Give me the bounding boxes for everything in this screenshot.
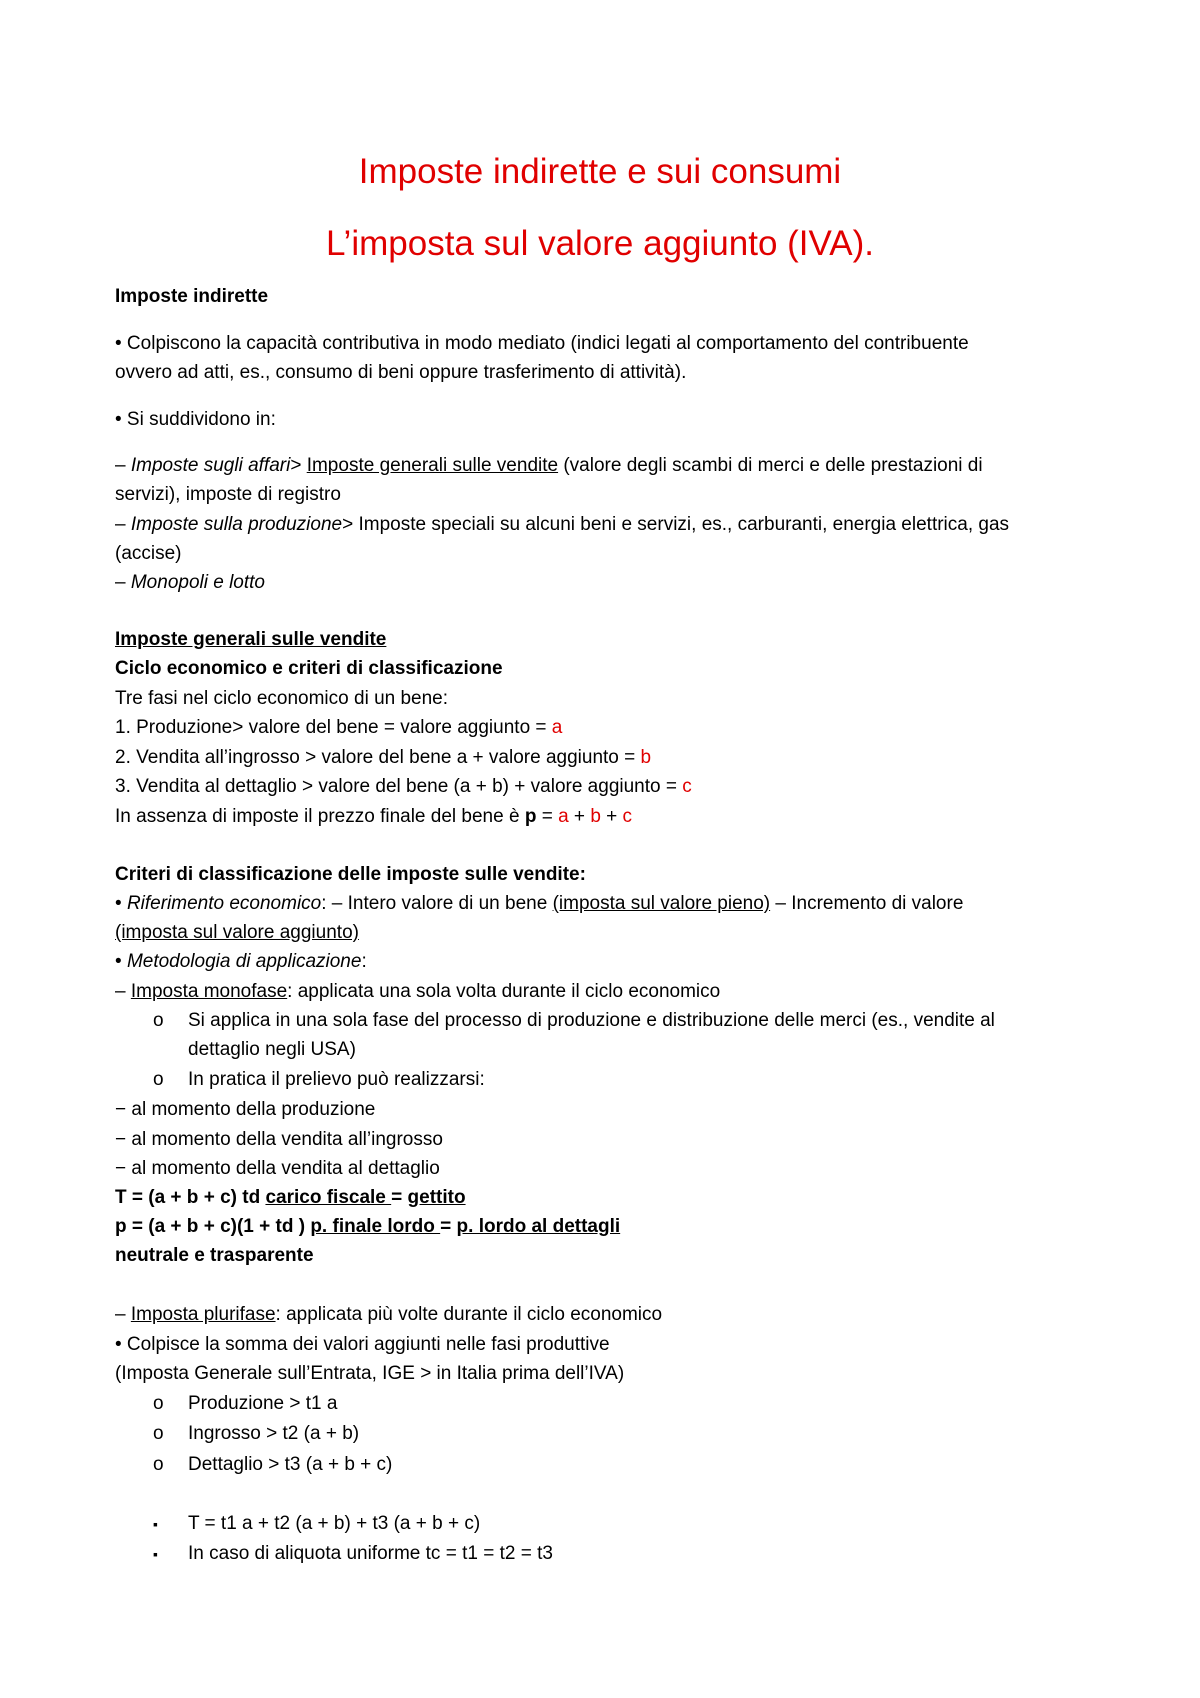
paragraph-line: neutrale e trasparente <box>115 1245 314 1266</box>
paragraph-line: (accise) <box>115 543 182 564</box>
page-title: Imposte indirette e sui consumi <box>358 152 842 191</box>
paragraph-line: servizi), imposte di registro <box>115 484 341 505</box>
list-item-fase-1: 1. Produzione> valore del bene = valore aggiunto = a <box>115 717 563 738</box>
square-bullet-marker: ▪ <box>153 1546 158 1562</box>
list-item: Produzione > t1 a <box>188 1393 338 1414</box>
paragraph-line: In assenza di imposte il prezzo finale del bene è p = a + b + c <box>115 806 633 827</box>
subheading-ciclo: Ciclo economico e criteri di classificazione <box>115 658 503 679</box>
list-item: T = t1 a + t2 (a + b) + t3 (a + b + c) <box>188 1513 481 1534</box>
list-item-fase-3: 3. Vendita al dettaglio > valore del bene (a + b) + valore aggiunto = c <box>115 776 692 797</box>
list-item: Ingrosso > t2 (a + b) <box>188 1423 360 1444</box>
list-item-monofase: – Imposta monofase: applicata una sola volta durante il ciclo economico <box>115 981 721 1002</box>
page-subtitle: L’imposta sul valore aggiunto (IVA). <box>326 224 874 263</box>
paragraph-line: ovvero ad atti, es., consumo di beni oppure trasferimento di attività). <box>115 362 687 383</box>
bullet-marker: o <box>153 1069 164 1090</box>
list-item-affari: – Imposte sugli affari> Imposte generali sulle vendite (valore degli scambi di merci e delle prestazioni di <box>115 455 983 476</box>
list-item: Dettaglio > t3 (a + b + c) <box>188 1454 393 1475</box>
list-item-monopoli: – Monopoli e lotto <box>115 572 266 593</box>
list-item-produzione: – Imposte sulla produzione> Imposte speciali su alcuni beni e servizi, es., carburanti, energia elettrica, gas <box>115 514 1010 535</box>
paragraph-line: • Colpisce la somma dei valori aggiunti nelle fasi produttive <box>115 1334 610 1355</box>
bullet-marker: o <box>153 1423 164 1444</box>
list-item-metodologia: • Metodologia di applicazione: <box>115 951 367 972</box>
list-item-riferimento: • Riferimento economico: – Intero valore di un bene (imposta sul valore pieno) – Incremento di valore <box>115 893 964 914</box>
list-item-fase-2: 2. Vendita all’ingrosso > valore del bene a + valore aggiunto = b <box>115 747 652 768</box>
list-item-continuation: dettaglio negli USA) <box>188 1039 356 1060</box>
paragraph-line: (imposta sul valore aggiunto) <box>115 922 359 943</box>
list-item: Si applica in una sola fase del processo di produzione e distribuzione delle merci (es., vendite al <box>188 1010 995 1031</box>
paragraph-line: • Si suddividono in: <box>115 409 276 430</box>
list-item-plurifase: – Imposta plurifase: applicata più volte durante il ciclo economico <box>115 1304 663 1325</box>
bullet-marker: o <box>153 1393 164 1414</box>
paragraph-line: Tre fasi nel ciclo economico di un bene: <box>115 688 449 709</box>
bullet-marker: o <box>153 1010 164 1031</box>
paragraph-line: (Imposta Generale sull’Entrata, IGE > in Italia prima dell’IVA) <box>115 1363 625 1384</box>
paragraph-line: • Colpiscono la capacità contributiva in modo mediato (indici legati al comportamento del contribuente <box>115 333 969 354</box>
square-bullet-marker: ▪ <box>153 1516 158 1532</box>
section-heading-imposte-indirette: Imposte indirette <box>115 286 269 307</box>
section-heading-vendite: Imposte generali sulle vendite <box>115 629 387 650</box>
paragraph-line: − al momento della vendita al dettaglio <box>115 1158 440 1179</box>
list-item: In pratica il prelievo può realizzarsi: <box>188 1069 485 1090</box>
paragraph-line: − al momento della vendita all’ingrosso <box>115 1129 443 1150</box>
formula-prezzo: p = (a + b + c)(1 + td ) p. finale lordo = p. lordo al dettagli <box>115 1216 621 1237</box>
paragraph-line: − al momento della produzione <box>115 1099 376 1120</box>
list-item: In caso di aliquota uniforme tc = t1 = t2 = t3 <box>188 1543 553 1564</box>
subheading-criteri: Criteri di classificazione delle imposte sulle vendite: <box>115 864 586 885</box>
bullet-marker: o <box>153 1454 164 1475</box>
formula-gettito: T = (a + b + c) td carico fiscale = gettito <box>115 1187 466 1208</box>
